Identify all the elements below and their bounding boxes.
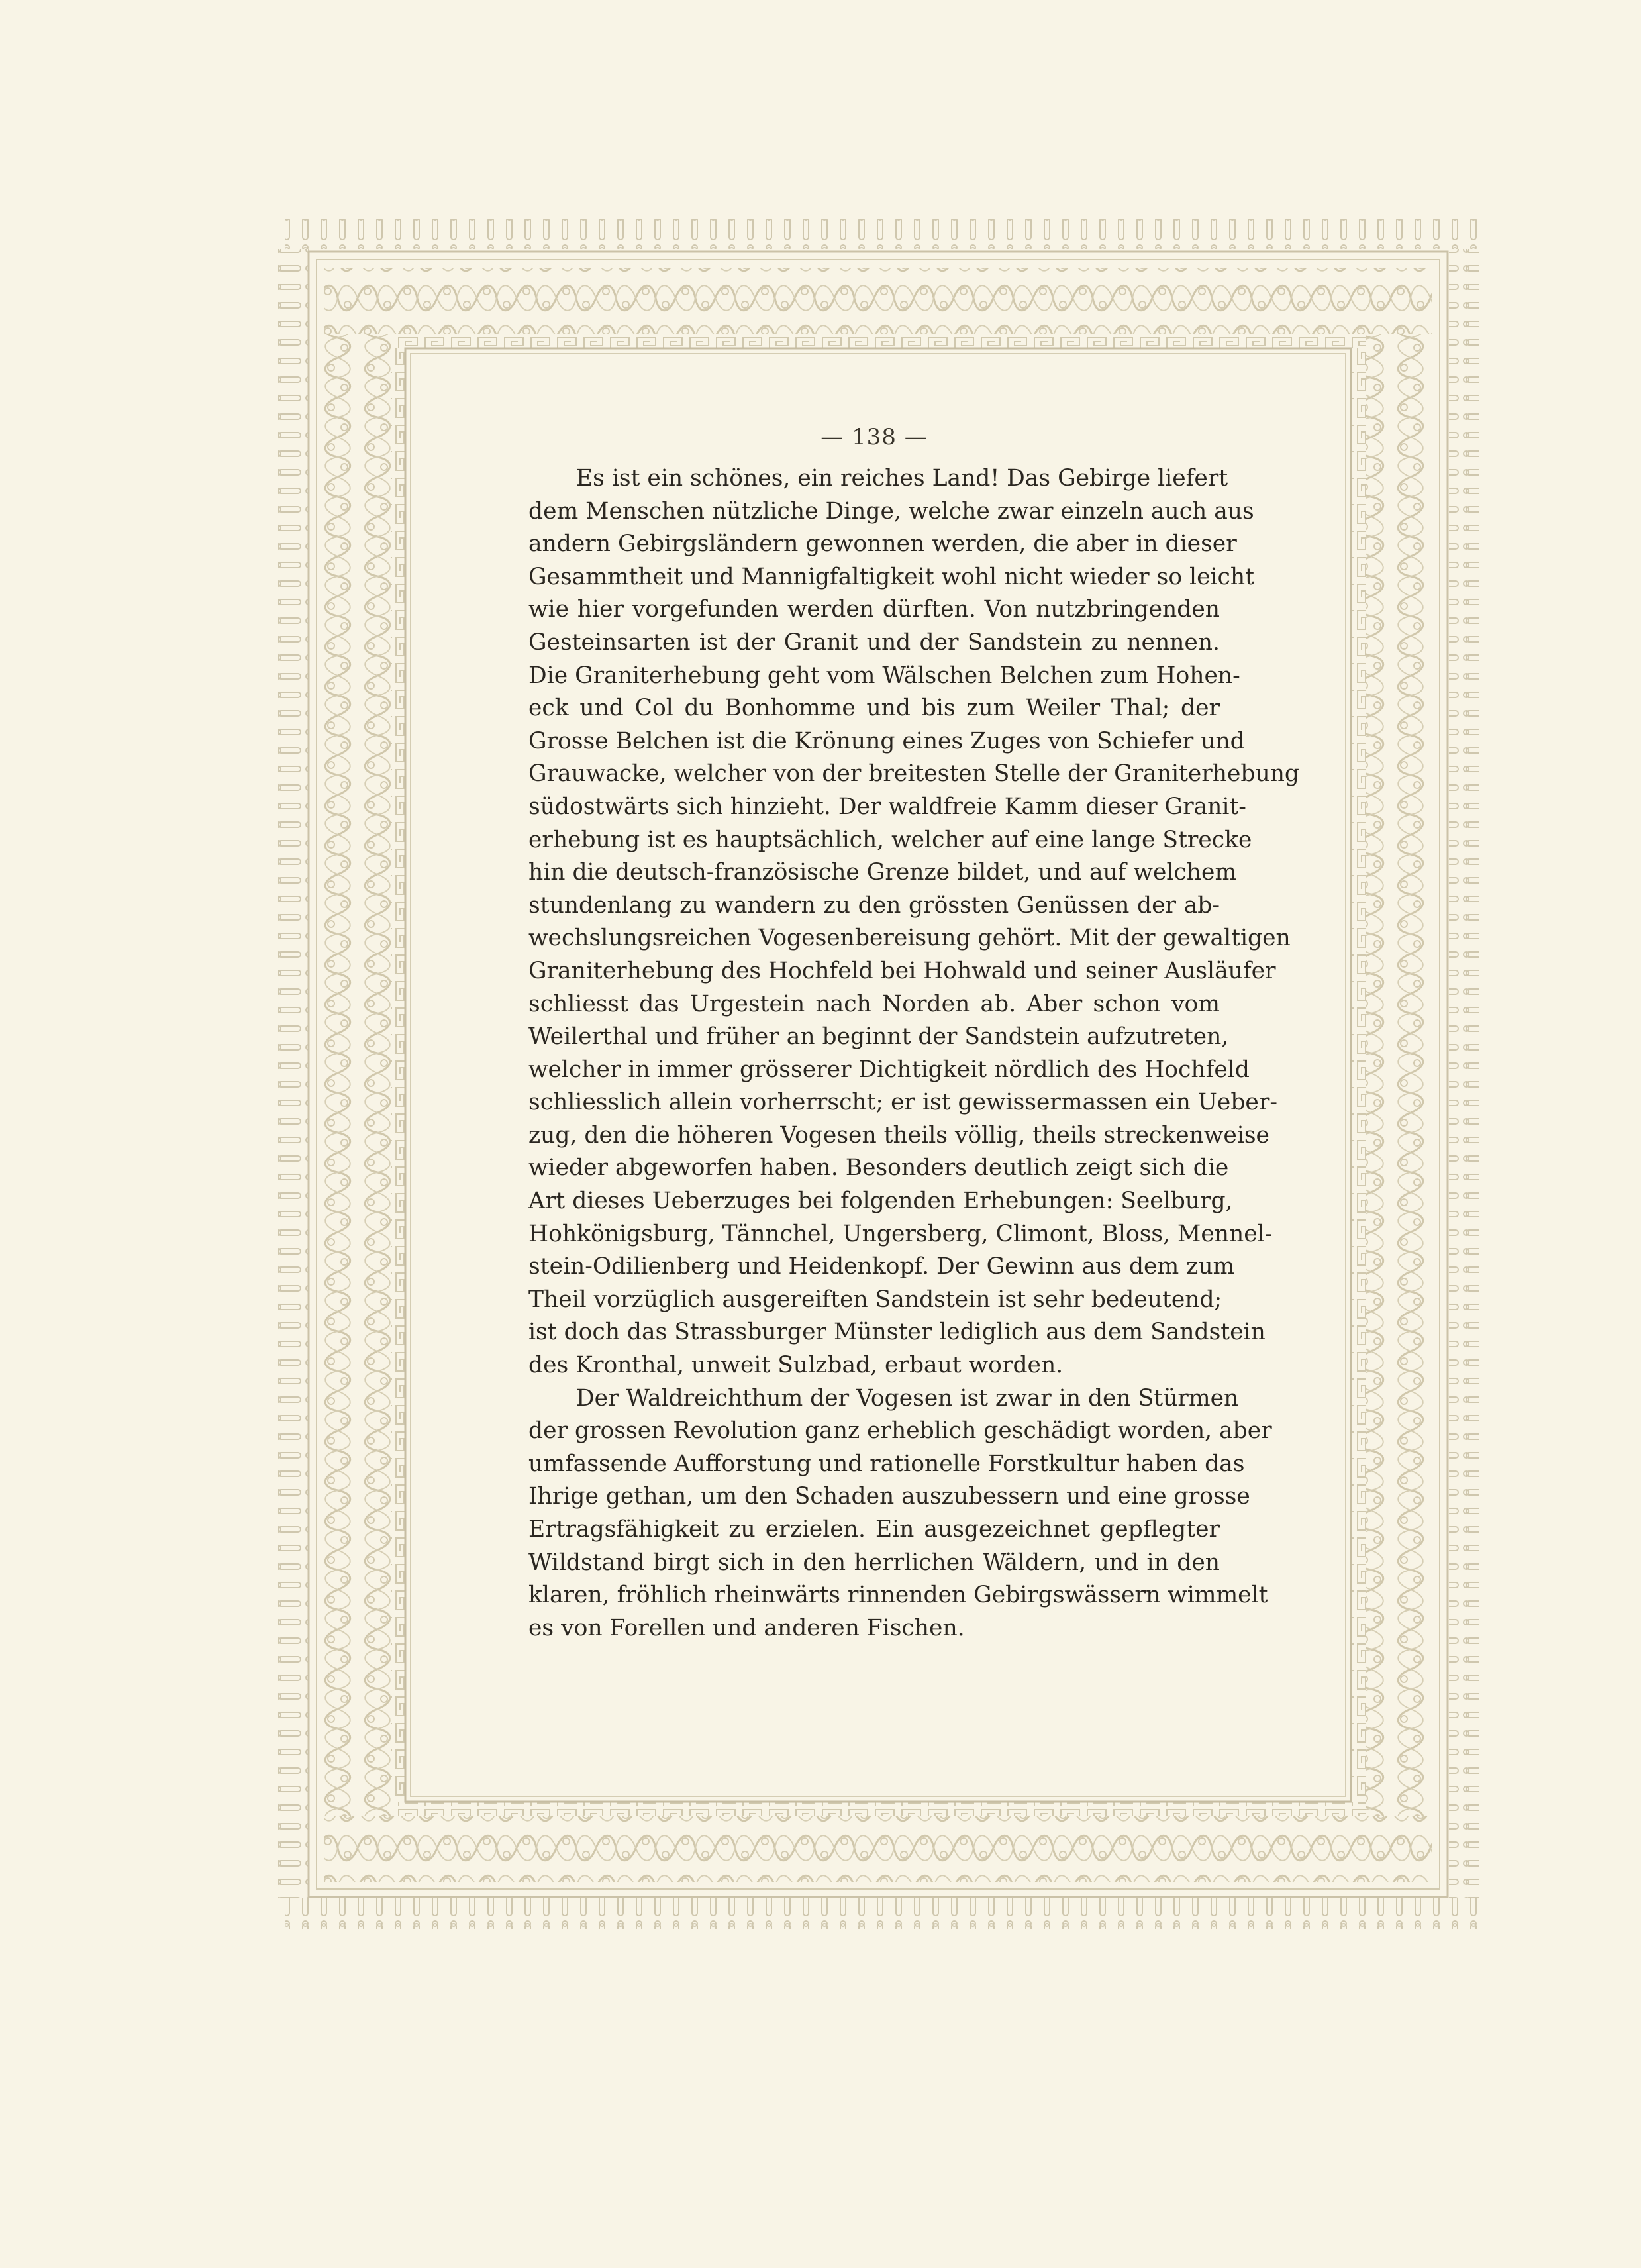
- text-line: Der Waldreichthum der Vogesen ist zwar in den Stürmen: [576, 1384, 1239, 1412]
- text-line: wechslungsreichen Vogesenbereisung gehört. Mit der gewaltigen: [528, 925, 1291, 952]
- text-line: hin die deutsch-französische Grenze bildet, und auf welchem: [528, 859, 1237, 886]
- text-line: zug, den die höheren Vogesen theils völlig, theils streckenweise: [528, 1121, 1269, 1149]
- text-line: Ihrige gethan, um den Schaden auszubessern und eine grosse: [528, 1483, 1250, 1510]
- text-line: Die Graniterhebung geht vom Wälschen Belchen zum Hohen-: [528, 662, 1240, 689]
- text-line: der grossen Revolution ganz erheblich geschädigt worden, aber: [528, 1418, 1272, 1445]
- text-line: es von Forellen und anderen Fischen.: [528, 1614, 965, 1641]
- text-line: Grosse Belchen ist die Krönung eines Zuges von Schiefer und: [528, 727, 1245, 754]
- text-line: Es ist ein schönes, ein reiches Land! Das Gebirge liefert: [576, 465, 1228, 491]
- text-line: ist doch das Strassburger Münster lediglich aus dem Sandstein: [528, 1319, 1266, 1346]
- text-block: [528, 424, 1300, 1645]
- text-line: schliesslich allein vorherrscht; er ist gewissermassen ein Ueber-: [528, 1089, 1277, 1116]
- text-line: umfassende Aufforstung und rationelle Forstkultur haben das: [528, 1450, 1245, 1477]
- text-line: klaren, fröhlich rheinwärts rinnenden Gebirgswässern wimmelt: [528, 1582, 1268, 1609]
- text-line: eck und Col du Bonhomme und bis zum Weiler Thal; der: [528, 695, 1220, 722]
- page-number: — 138 —: [820, 424, 928, 450]
- text-line: stundenlang zu wandern zu den grössten Genüssen der ab-: [528, 892, 1220, 919]
- text-line: Gesammtheit und Mannigfaltigkeit wohl nicht wieder so leicht: [528, 563, 1254, 590]
- text-line: andern Gebirgsländern gewonnen werden, die aber in dieser: [528, 531, 1237, 558]
- text-line: Weilerthal und früher an beginnt der Sandstein aufzutreten,: [528, 1023, 1229, 1051]
- text-line: stein-Odilienberg und Heidenkopf. Der Gewinn aus dem zum: [528, 1253, 1235, 1280]
- text-line: Gesteinsarten ist der Granit und der Sandstein zu nennen.: [528, 629, 1220, 656]
- text-line: Wildstand birgt sich in den herrlichen Wäldern, und in den: [528, 1549, 1220, 1576]
- text-line: Grauwacke, welcher von der breitesten Stelle der Graniterhebung: [528, 760, 1300, 788]
- text-line: Art dieses Ueberzuges bei folgenden Erhebungen: Seelburg,: [528, 1188, 1233, 1215]
- text-line: Ertragsfähigkeit zu erzielen. Ein ausgezeichnet gepflegter: [528, 1516, 1220, 1543]
- text-line: wieder abgeworfen haben. Besonders deutlich zeigt sich die: [528, 1155, 1229, 1182]
- text-line: Hohkönigsburg, Tännchel, Ungersberg, Climont, Bloss, Mennel-: [528, 1220, 1273, 1247]
- text-line: erhebung ist es hauptsächlich, welcher auf eine lange Strecke: [528, 826, 1252, 853]
- paragraph-1: [528, 462, 1300, 1382]
- text-line: südostwärts sich hinzieht. Der waldfreie Kamm dieser Granit-: [528, 793, 1246, 820]
- text-line: schliesst das Urgestein nach Norden ab. Aber schon vom: [528, 990, 1220, 1017]
- text-line: welcher in immer grösserer Dichtigkeit nördlich des Hochfeld: [528, 1056, 1250, 1083]
- paragraph-2: [528, 1382, 1272, 1645]
- text-line: wie hier vorgefunden werden dürften. Von nutzbringenden: [528, 596, 1220, 623]
- text-line: des Kronthal, unweit Sulzbad, erbaut worden.: [528, 1352, 1064, 1379]
- text-line: Theil vorzüglich ausgereiften Sandstein ist sehr bedeutend;: [528, 1286, 1222, 1313]
- text-line: Graniterhebung des Hochfeld bei Hohwald und seiner Ausläufer: [528, 957, 1276, 984]
- text-line: dem Menschen nützliche Dinge, welche zwar einzeln auch aus: [528, 497, 1254, 525]
